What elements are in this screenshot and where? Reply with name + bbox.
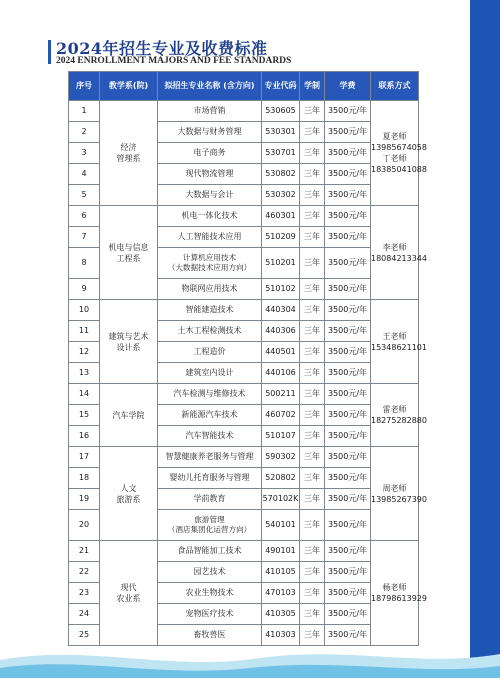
major-name: 土木工程检测技术 [158, 321, 262, 342]
tuition-fee: 3500元/年 [325, 625, 371, 646]
major-code: 540101 [262, 510, 300, 541]
duration: 三年 [300, 363, 325, 384]
duration: 三年 [300, 164, 325, 185]
row-number: 7 [69, 227, 100, 248]
department-cell: 建筑与艺术 设计系 [100, 300, 158, 384]
major-code: 470103 [262, 583, 300, 604]
duration: 三年 [300, 447, 325, 468]
row-number: 21 [69, 541, 100, 562]
major-code: 570102K [262, 489, 300, 510]
row-number: 15 [69, 405, 100, 426]
row-number: 17 [69, 447, 100, 468]
duration: 三年 [300, 384, 325, 405]
tuition-fee: 3500元/年 [325, 227, 371, 248]
major-name: 畜牧兽医 [158, 625, 262, 646]
row-number: 1 [69, 101, 100, 122]
major-name: 智能建造技术 [158, 300, 262, 321]
contact-cell: 周老师 13985267390 [371, 447, 419, 541]
major-name: 智慧健康养老服务与管理 [158, 447, 262, 468]
duration: 三年 [300, 321, 325, 342]
row-number: 20 [69, 510, 100, 541]
major-code: 410303 [262, 625, 300, 646]
major-code: 460702 [262, 405, 300, 426]
major-code: 520802 [262, 468, 300, 489]
contact-cell: 李老师 18084213344 [371, 206, 419, 300]
duration: 三年 [300, 122, 325, 143]
row-number: 12 [69, 342, 100, 363]
major-code: 510107 [262, 426, 300, 447]
tuition-fee: 3500元/年 [325, 489, 371, 510]
major-code: 410105 [262, 562, 300, 583]
major-code: 510201 [262, 248, 300, 279]
major-code: 440304 [262, 300, 300, 321]
tuition-fee: 3500元/年 [325, 604, 371, 625]
department-cell: 经济 管理系 [100, 101, 158, 206]
row-number: 10 [69, 300, 100, 321]
major-name: 农业生物技术 [158, 583, 262, 604]
tuition-fee: 3500元/年 [325, 143, 371, 164]
major-name: 建筑室内设计 [158, 363, 262, 384]
tuition-fee: 3500元/年 [325, 206, 371, 227]
contact-cell: 雷老师 18275282880 [371, 384, 419, 447]
tuition-fee: 3500元/年 [325, 164, 371, 185]
major-name: 市场营销 [158, 101, 262, 122]
major-code: 590302 [262, 447, 300, 468]
duration: 三年 [300, 625, 325, 646]
table-row [69, 384, 419, 405]
row-number: 25 [69, 625, 100, 646]
page-title: 2024年招生专业及收费标准 [56, 39, 268, 58]
tuition-fee: 3500元/年 [325, 562, 371, 583]
table-row [69, 101, 419, 122]
duration: 三年 [300, 489, 325, 510]
duration: 三年 [300, 510, 325, 541]
major-name: 新能源汽车技术 [158, 405, 262, 426]
table-body [69, 101, 427, 646]
tuition-fee: 3500元/年 [325, 300, 371, 321]
duration: 三年 [300, 248, 325, 279]
tuition-fee: 3500元/年 [325, 185, 371, 206]
row-number: 11 [69, 321, 100, 342]
major-code: 530701 [262, 143, 300, 164]
major-name: 电子商务 [158, 143, 262, 164]
major-code: 510102 [262, 279, 300, 300]
tuition-fee: 3500元/年 [325, 248, 371, 279]
major-name: 大数据与财务管理 [158, 122, 262, 143]
header-no: 序号 [69, 72, 100, 101]
duration: 三年 [300, 583, 325, 604]
tuition-fee: 3500元/年 [325, 426, 371, 447]
major-code: 530605 [262, 101, 300, 122]
duration: 三年 [300, 426, 325, 447]
header-contact: 联系方式 [371, 72, 419, 101]
duration: 三年 [300, 604, 325, 625]
major-code: 460301 [262, 206, 300, 227]
major-code: 440501 [262, 342, 300, 363]
tuition-fee: 3500元/年 [325, 101, 371, 122]
enrollment-fee-table [68, 71, 427, 646]
department-cell: 机电与信息 工程系 [100, 206, 158, 300]
major-name: 旅游管理 （酒店集团化运营方向） [158, 510, 262, 541]
table-row [69, 300, 419, 321]
tuition-fee: 3500元/年 [325, 468, 371, 489]
duration: 三年 [300, 143, 325, 164]
major-name: 计算机应用技术 （大数据技术应用方向） [158, 248, 262, 279]
major-code: 530302 [262, 185, 300, 206]
duration: 三年 [300, 227, 325, 248]
major-code: 500211 [262, 384, 300, 405]
header-department: 教学系(院) [100, 72, 158, 101]
tuition-fee: 3500元/年 [325, 321, 371, 342]
duration: 三年 [300, 342, 325, 363]
table-row [69, 447, 419, 468]
duration: 三年 [300, 562, 325, 583]
department-cell: 人文 旅游系 [100, 447, 158, 541]
major-name: 婴幼儿托育服务与管理 [158, 468, 262, 489]
header-duration: 学制 [300, 72, 325, 101]
table-row [69, 206, 419, 227]
row-number: 19 [69, 489, 100, 510]
row-number: 5 [69, 185, 100, 206]
duration: 三年 [300, 468, 325, 489]
tuition-fee: 3500元/年 [325, 405, 371, 426]
row-number: 24 [69, 604, 100, 625]
tuition-fee: 3500元/年 [325, 122, 371, 143]
row-number: 8 [69, 248, 100, 279]
header-fee: 学费 [325, 72, 371, 101]
row-number: 16 [69, 426, 100, 447]
major-name: 工程造价 [158, 342, 262, 363]
major-name: 食品智能加工技术 [158, 541, 262, 562]
header-major: 拟招生专业名称 (含方向) [158, 72, 262, 101]
row-number: 18 [69, 468, 100, 489]
major-code: 510209 [262, 227, 300, 248]
duration: 三年 [300, 405, 325, 426]
header-code: 专业代码 [262, 72, 300, 101]
tuition-fee: 3500元/年 [325, 510, 371, 541]
row-number: 2 [69, 122, 100, 143]
duration: 三年 [300, 541, 325, 562]
tuition-fee: 3500元/年 [325, 541, 371, 562]
row-number: 3 [69, 143, 100, 164]
major-code: 440106 [262, 363, 300, 384]
tuition-fee: 3500元/年 [325, 363, 371, 384]
major-name: 学前教育 [158, 489, 262, 510]
contact-cell: 杨老师 18798613929 [371, 541, 419, 646]
tuition-fee: 3500元/年 [325, 279, 371, 300]
major-name: 宠物医疗技术 [158, 604, 262, 625]
contact-cell: 王老师 15348621101 [371, 300, 419, 384]
tuition-fee: 3500元/年 [325, 342, 371, 363]
major-code: 530802 [262, 164, 300, 185]
contact-cell: 夏老师 13985674058 丁老师 18385041088 [371, 101, 419, 206]
major-name: 汽车检测与维修技术 [158, 384, 262, 405]
major-code: 490101 [262, 541, 300, 562]
major-name: 大数据与会计 [158, 185, 262, 206]
table-row [69, 541, 419, 562]
major-name: 物联网应用技术 [158, 279, 262, 300]
bottom-wave-decoration [0, 638, 500, 678]
duration: 三年 [300, 300, 325, 321]
right-blue-stripe [470, 0, 500, 678]
row-number: 14 [69, 384, 100, 405]
major-name: 机电一体化技术 [158, 206, 262, 227]
row-number: 23 [69, 583, 100, 604]
row-number: 9 [69, 279, 100, 300]
page-subtitle-english: 2024 ENROLLMENT MAJORS AND FEE STANDARDS [56, 56, 292, 66]
tuition-fee: 3500元/年 [325, 384, 371, 405]
major-name: 现代物流管理 [158, 164, 262, 185]
duration: 三年 [300, 185, 325, 206]
major-code: 440306 [262, 321, 300, 342]
table-header-row [69, 72, 419, 101]
row-number: 13 [69, 363, 100, 384]
department-cell: 汽车学院 [100, 384, 158, 447]
major-code: 410305 [262, 604, 300, 625]
major-name: 汽车智能技术 [158, 426, 262, 447]
duration: 三年 [300, 279, 325, 300]
major-name: 园艺技术 [158, 562, 262, 583]
major-name: 人工智能技术应用 [158, 227, 262, 248]
row-number: 6 [69, 206, 100, 227]
major-code: 530301 [262, 122, 300, 143]
tuition-fee: 3500元/年 [325, 583, 371, 604]
duration: 三年 [300, 101, 325, 122]
tuition-fee: 3500元/年 [325, 447, 371, 468]
row-number: 4 [69, 164, 100, 185]
department-cell: 现代 农业系 [100, 541, 158, 646]
title-accent-bar [48, 40, 51, 64]
duration: 三年 [300, 206, 325, 227]
row-number: 22 [69, 562, 100, 583]
